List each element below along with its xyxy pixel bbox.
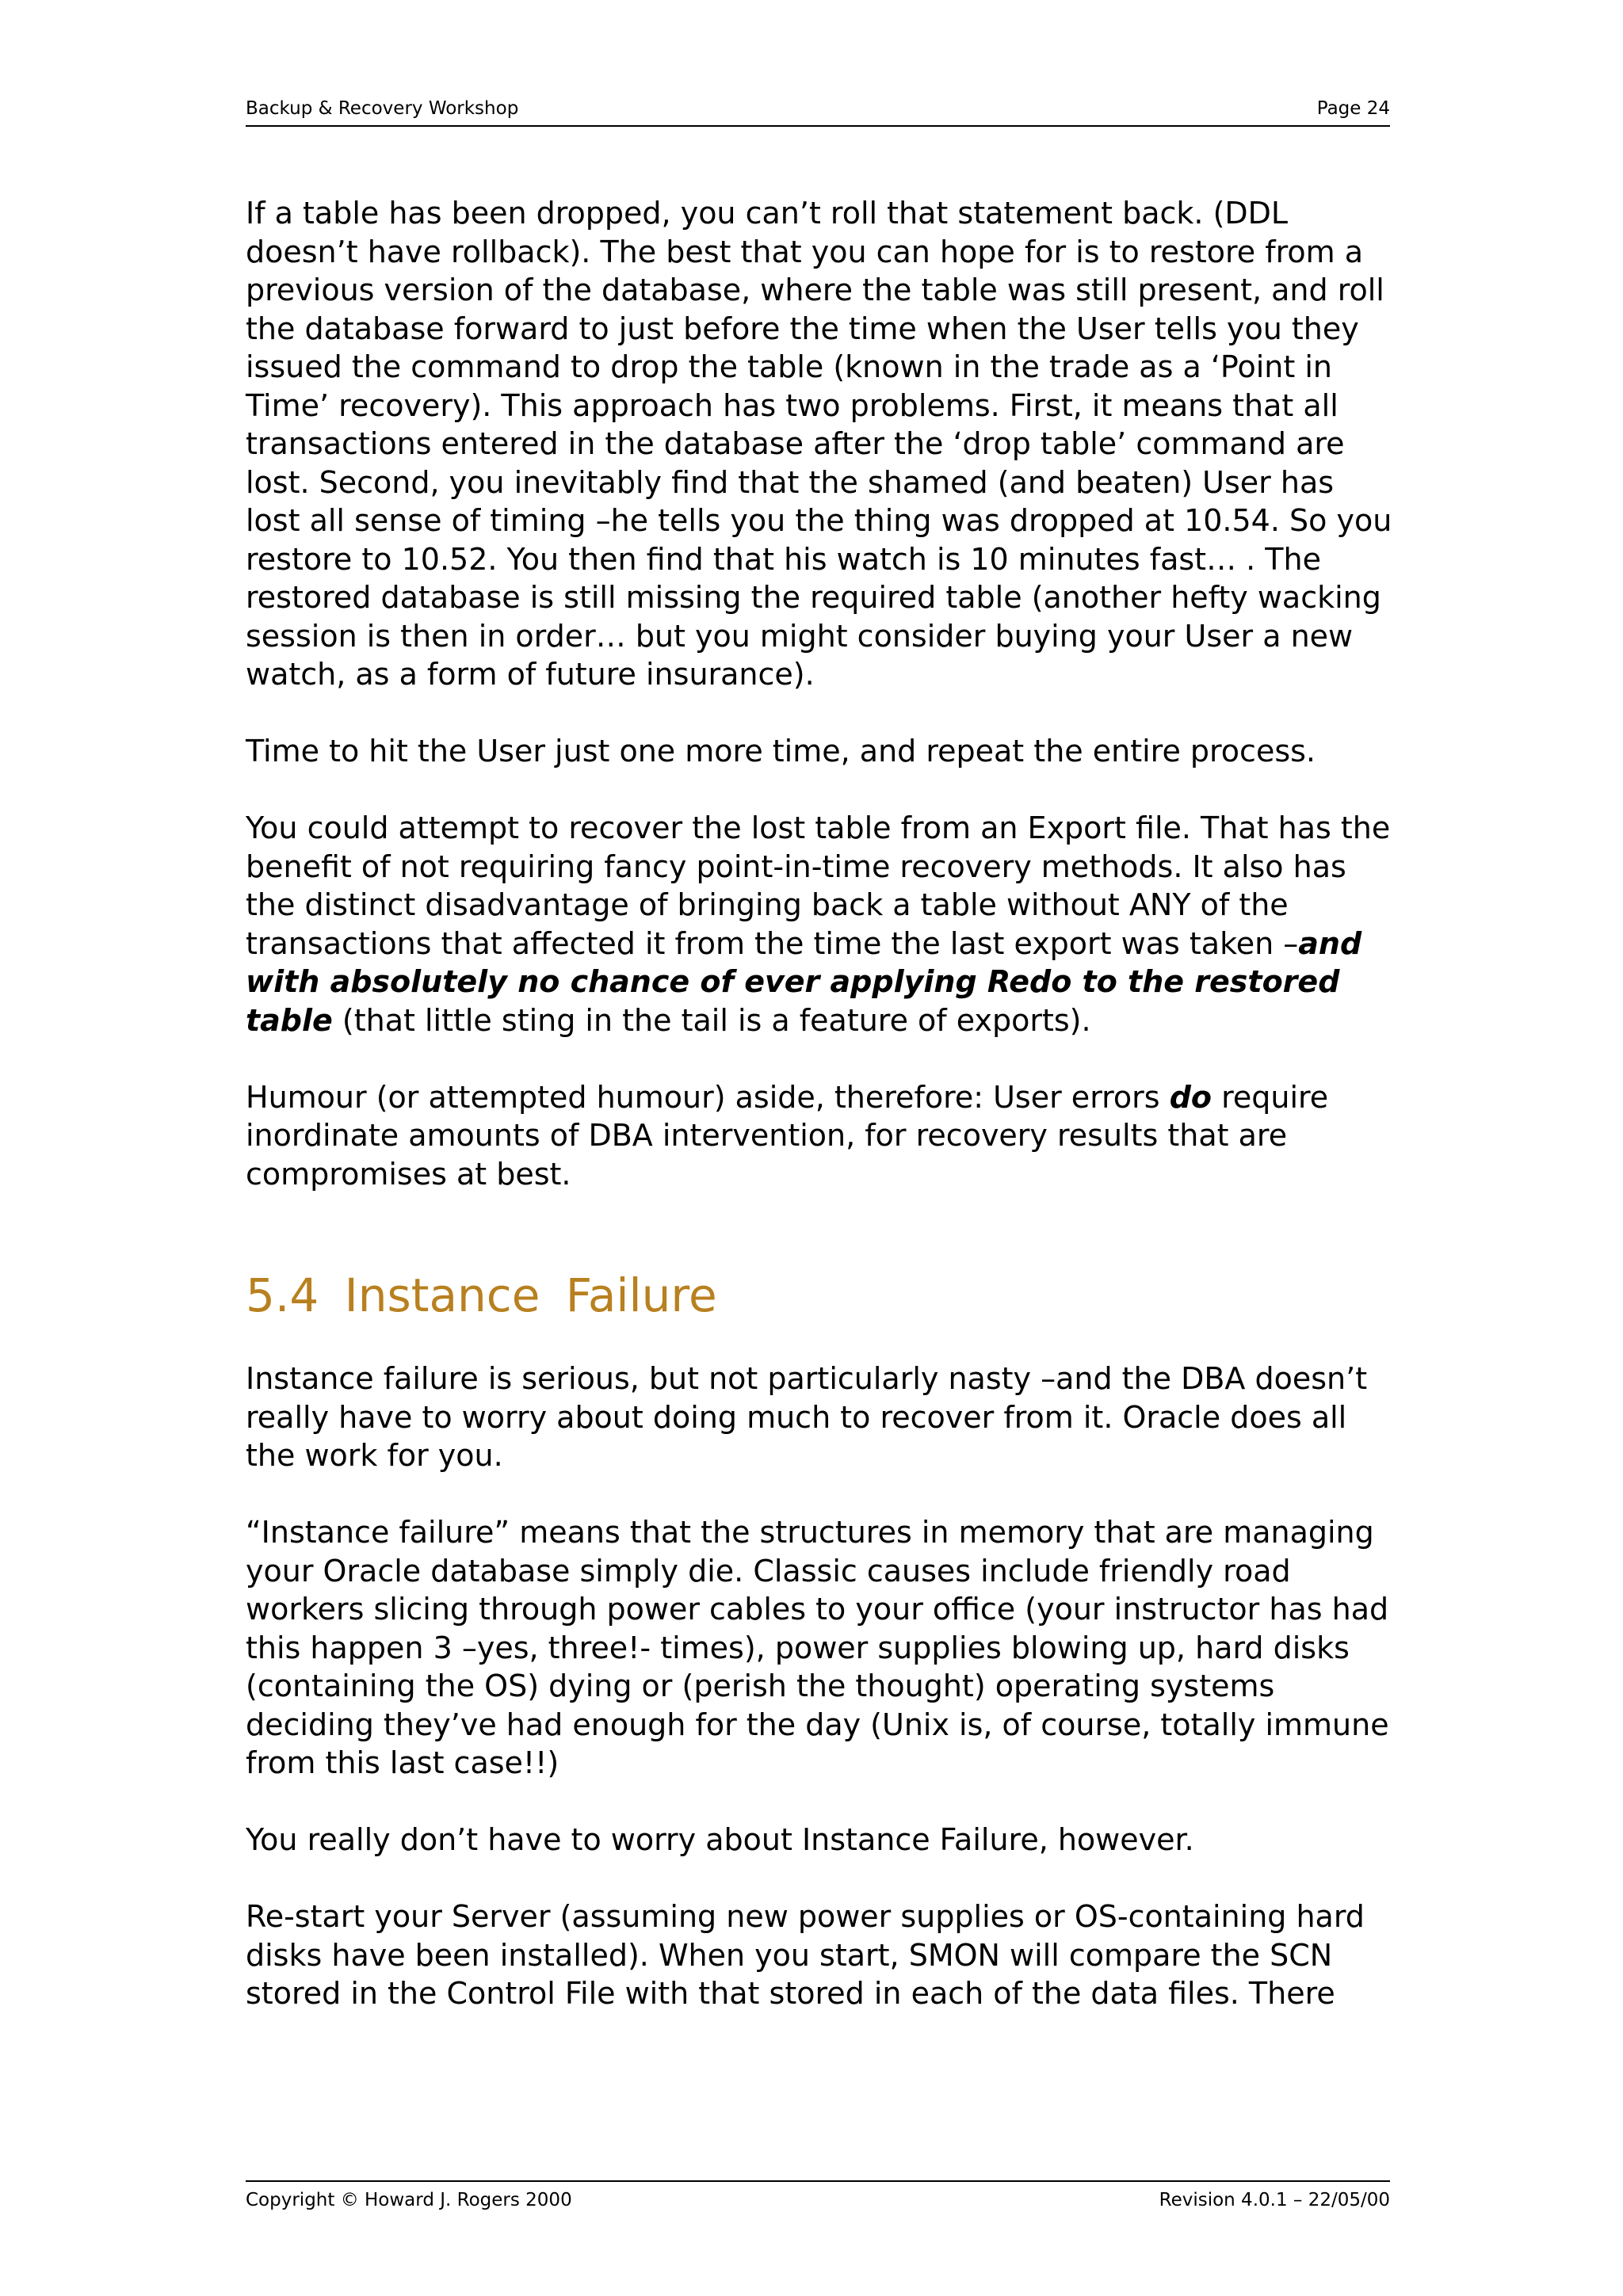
paragraph-dropped-table: If a table has been dropped, you can’t roll that statement back. (DDL doesn’t have rollback). The best that you can hope for is to restore from a previous version of the database, where the table was still present, and roll the database forward to just before the time when the User tells you they issued the command to drop the table (known in the trade as a ‘Point in Time’ recovery). This approach has two problems. First, it means that all transactions entered in the database after the ‘drop table’ command are lost. Second, you inevitably find that the shamed (and beaten) User has lost all sense of timing –he tells you the thing was dropped at 10.54. So you restore to 10.52. You then find that his watch is 10 minutes fast… . The restored database is still missing the required table (another hefty wacking session is then in order… but you might consider buying your User a new watch, as a form of future insurance). bbox=[246, 196, 1392, 692]
paragraph-humour bbox=[246, 1078, 1395, 1194]
page-header bbox=[246, 98, 1390, 127]
paragraph-humour-emphasis: do bbox=[1169, 1079, 1212, 1115]
footer-revision: Revision 4.0.1 – 22/05/00 bbox=[1159, 2190, 1390, 2210]
paragraph-export-file-tail: (that little sting in the tail is a feature of exports). bbox=[332, 1002, 1091, 1038]
section-heading-instance-failure: 5.4 Instance Failure bbox=[246, 1268, 717, 1322]
paragraph-humour-tail: require inordinate amounts of DBA intervention, for recovery results that are compromises at best. bbox=[246, 1079, 1329, 1192]
page-footer bbox=[246, 2180, 1390, 2210]
header-page-number: Page 24 bbox=[1316, 98, 1390, 119]
paragraph-instance-meaning: “Instance failure” means that the structures in memory that are managing your Oracle database simply die. Classic causes include friendly road workers slicing through power cables to your office (your instructor has had this happen 3 –yes, three!- times), power supplies blowing up, hard disks (containing the OS) dying or (perish the thought) operating systems deciding they’ve had enough for the day (Unix is, of course, totally immune from this last case!!) bbox=[246, 1515, 1389, 1780]
paragraph-humour-text: Humour (or attempted humour) aside, therefore: User errors bbox=[246, 1079, 1170, 1115]
header-document-title: Backup & Recovery Workshop bbox=[246, 98, 519, 119]
paragraph-instance-serious: Instance failure is serious, but not particularly nasty –and the DBA doesn’t really have to worry about doing much to recover from it. Oracle does all the work for you. bbox=[246, 1361, 1368, 1473]
paragraph-export-file-text: You could attempt to recover the lost table from an Export file. That has the benefit of not requiring fancy point-in-time recovery methods. It also has the distinct disadvantage of bringing back a table without ANY of the transactions that affected it from the time the last export was taken – bbox=[246, 810, 1391, 961]
paragraph-export-file-emphasis: and with absolutely no chance of ever applying Redo to the restored table bbox=[246, 925, 1362, 1038]
paragraph-export-file bbox=[246, 809, 1395, 1039]
paragraph-restart-server: Re-start your Server (assuming new power supplies or OS-containing hard disks have been installed). When you start, SMON will compare the SCN stored in the Control File with that stored in each of the data files. There bbox=[246, 1899, 1365, 2011]
footer-copyright: Copyright © Howard J. Rogers 2000 bbox=[246, 2190, 572, 2210]
paragraph-dont-worry: You really don’t have to worry about Instance Failure, however. bbox=[246, 1822, 1194, 1857]
page-body bbox=[246, 194, 1395, 2051]
paragraph-hit-user: Time to hit the User just one more time, and repeat the entire process. bbox=[246, 734, 1316, 769]
